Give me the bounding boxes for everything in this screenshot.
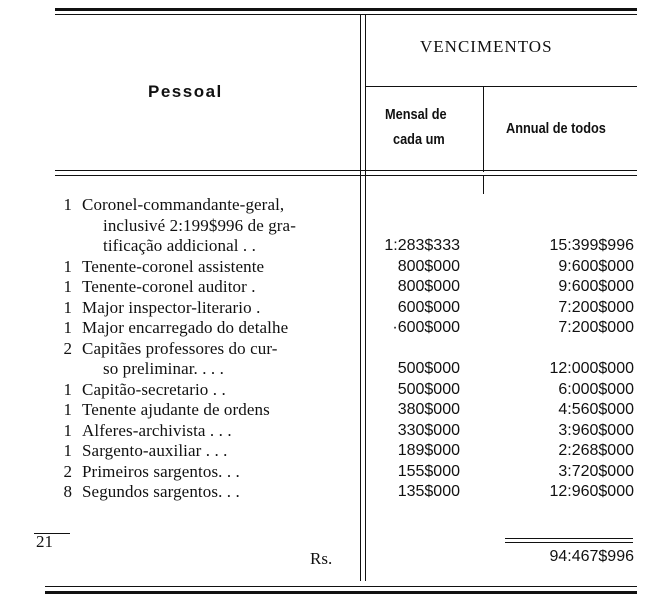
table-row [0,422,665,439]
row-mensal-value: 1:283$333 [384,237,460,254]
table-row [0,319,665,336]
row-description: Primeiros sargentos. . . [82,461,240,481]
row-description: Tenente ajudante de ordens [82,400,270,419]
bottom-rule-thin [45,586,637,587]
row-mensal-value: 135$000 [397,483,460,500]
row-mensal-value: 330$000 [397,421,460,439]
row-description: Coronel-commandante-geral, [82,195,285,214]
row-annual-value: 3:960$000 [558,421,634,439]
row-annual-value: 3:720$000 [558,462,634,480]
row-count: 1 [63,277,72,296]
row-annual-value: 12:000$000 [549,360,634,377]
total-annual-rule-a [505,538,633,539]
vencimentos-underline [366,86,637,87]
annual-heading: Annual de todos [506,120,606,137]
mensal-heading-line2: cada um [393,131,445,148]
header-divider-mid [483,86,484,172]
rs-label: Rs. [310,549,333,568]
row-mensal-value: 189$000 [397,442,460,459]
row-annual-value: 12:960$000 [549,483,634,500]
header-rule-a [55,170,637,171]
row-description: inclusivé 2:199$996 de gra- [103,215,296,235]
row-count: 8 [63,482,72,501]
table-row [0,401,665,418]
row-count: 1 [63,420,72,440]
row-mensal-value: 800$000 [397,278,460,295]
row-annual-value: 4:560$000 [558,401,634,418]
row-description: Major encarregado do detalhe [82,318,289,337]
bottom-rule-thick [45,591,637,594]
table-row [0,442,665,459]
table-row [0,483,665,500]
row-annual-value: 7:200$000 [558,319,634,336]
total-annual: 94:467$996 [549,548,634,565]
header-rule-b [55,175,637,176]
row-count: 2 [63,461,72,481]
row-count: 1 [63,379,72,399]
row-annual-value: 15:399$996 [549,237,634,254]
table-row [0,278,665,295]
row-count: 1 [63,195,72,214]
row-count: 1 [63,297,72,317]
row-count: 1 [63,400,72,419]
row-description: Tenente-coronel assistente [82,256,265,276]
row-mensal-value: 500$000 [397,360,460,377]
row-description: Major inspector-literario . [82,297,261,317]
row-annual-value: 7:200$000 [558,298,634,316]
row-mensal-value: 500$000 [397,380,460,398]
table-row [0,258,665,275]
row-count: 1 [63,441,72,460]
table-row [0,340,665,357]
row-description: Segundos sargentos. . . [82,482,240,501]
row-annual-value: 9:600$000 [558,278,634,295]
total-people: 21 [36,532,53,551]
row-annual-value: 2:268$000 [558,442,634,459]
body-divider-mid [483,176,484,194]
table-row [0,381,665,398]
table-row [0,237,665,254]
row-description: Alferes-archivista . . . [82,420,232,440]
row-description: so preliminar. . . . [103,359,224,378]
row-mensal-value: 155$000 [397,462,460,480]
mensal-heading-line1: Mensal de [385,106,447,123]
top-rule-thin [55,14,637,15]
row-count: 1 [63,318,72,337]
row-annual-value: 6:000$000 [558,380,634,398]
row-mensal-value: 600$000 [397,298,460,316]
table-row [0,196,665,213]
row-description: Sargento-auxiliar . . . [82,441,228,460]
table-row [0,217,665,234]
row-mensal-value: 380$000 [397,401,460,418]
table-row [0,360,665,377]
row-count: 1 [63,256,72,276]
row-description: Capitães professores do cur- [82,338,278,358]
row-description: tificação addicional . . [103,236,256,255]
row-annual-value: 9:600$000 [558,257,634,275]
table-row [0,463,665,480]
row-description: Tenente-coronel auditor . [82,277,256,296]
vencimentos-heading: VENCIMENTOS [420,37,553,56]
table-row [0,299,665,316]
row-count: 2 [63,338,72,358]
row-mensal-value: ·600$000 [392,319,460,336]
row-description: Capitão-secretario . . [82,379,226,399]
total-annual-rule-b [505,542,633,543]
top-rule-thick [55,8,637,11]
row-mensal-value: 800$000 [397,257,460,275]
pessoal-heading: Pessoal [148,82,223,101]
